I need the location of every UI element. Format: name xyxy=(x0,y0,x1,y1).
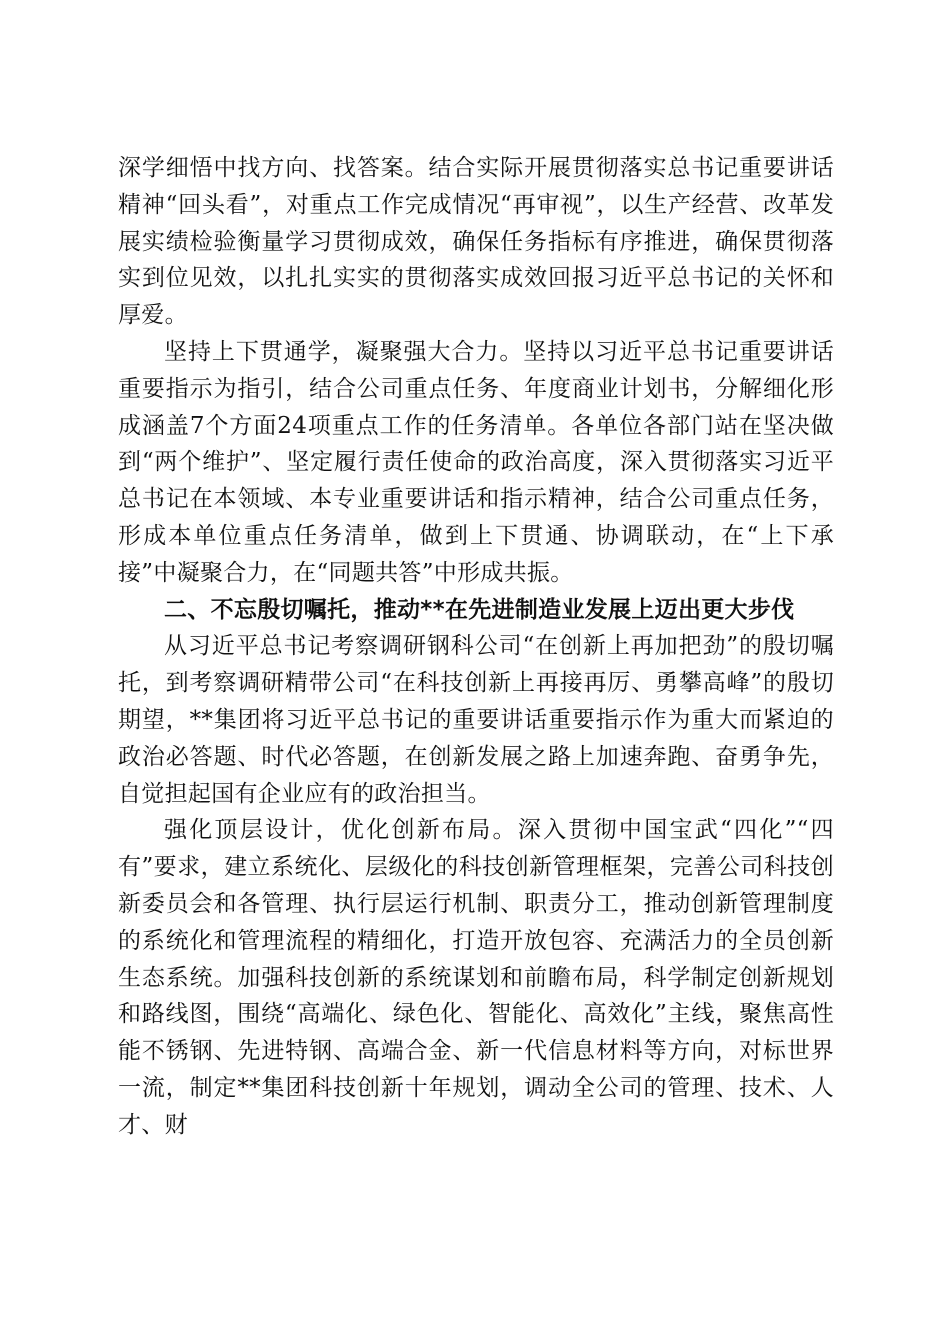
paragraph-top-down-learning: 坚持上下贯通学，凝聚强大合力。坚持以习近平总书记重要讲话重要指示为指引，结合公司重点任务、年度商业计划书，分解细化形成涵盖7个方面24项重点工作的任务清单。各单位各部门站在坚决做到“两个维护”、坚定履行责任使命的政治高度，深入贯彻落实习近平总书记在本领域、本专业重要讲话和指示精神，结合公司重点任务，形成本单位重点任务清单，做到上下贯通、协调联动，在“上下承接”中凝聚合力，在“同题共答”中形成共振。 xyxy=(118,338,834,586)
document-body xyxy=(118,150,834,1144)
paragraph-continuation: 深学细悟中找方向、找答案。结合实际开展贯彻落实总书记重要讲话精神“回头看”，对重点工作完成情况“再审视”，以生产经营、改革发展实绩检验衡量学习贯彻成效，确保任务指标有序推进，确保贯彻落实到位见效，以扎扎实实的贯彻落实成效回报习近平总书记的关怀和厚爱。 xyxy=(118,155,834,329)
paragraph-top-level-design: 强化顶层设计，优化创新布局。深入贯彻中国宝武“四化”“四有”要求，建立系统化、层级化的科技创新管理框架，完善公司科技创新委员会和各管理、执行层运行机制、职责分工，推动创新管理制度的系统化和管理流程的精细化，打造开放包容、充满活力的全员创新生态系统。加强科技创新的系统谋划和前瞻布局，科学制定创新规划和路线图，围绕“高端化、绿色化、智能化、高效化”主线，聚焦高性能不锈钢、先进特钢、高端合金、新一代信息材料等方向，对标世界一流，制定**集团科技创新十年规划，调动全公司的管理、技术、人才、财 xyxy=(118,817,834,1138)
section-heading-two: 二、不忘殷切嘱托，推动**在先进制造业发展上迈出更大步伐 xyxy=(164,596,795,623)
paragraph-earnest-entrustment: 从习近平总书记考察调研钢科公司“在创新上再加把劲”的殷切嘱托，到考察调研精带公司“在科技创新上再接再厉、勇攀高峰”的殷切期望，**集团将习近平总书记的重要讲话重要指示作为重大而紧迫的政治必答题、时代必答题，在创新发展之路上加速奔跑、奋勇争先，自觉担起国有企业应有的政治担当。 xyxy=(118,633,834,807)
